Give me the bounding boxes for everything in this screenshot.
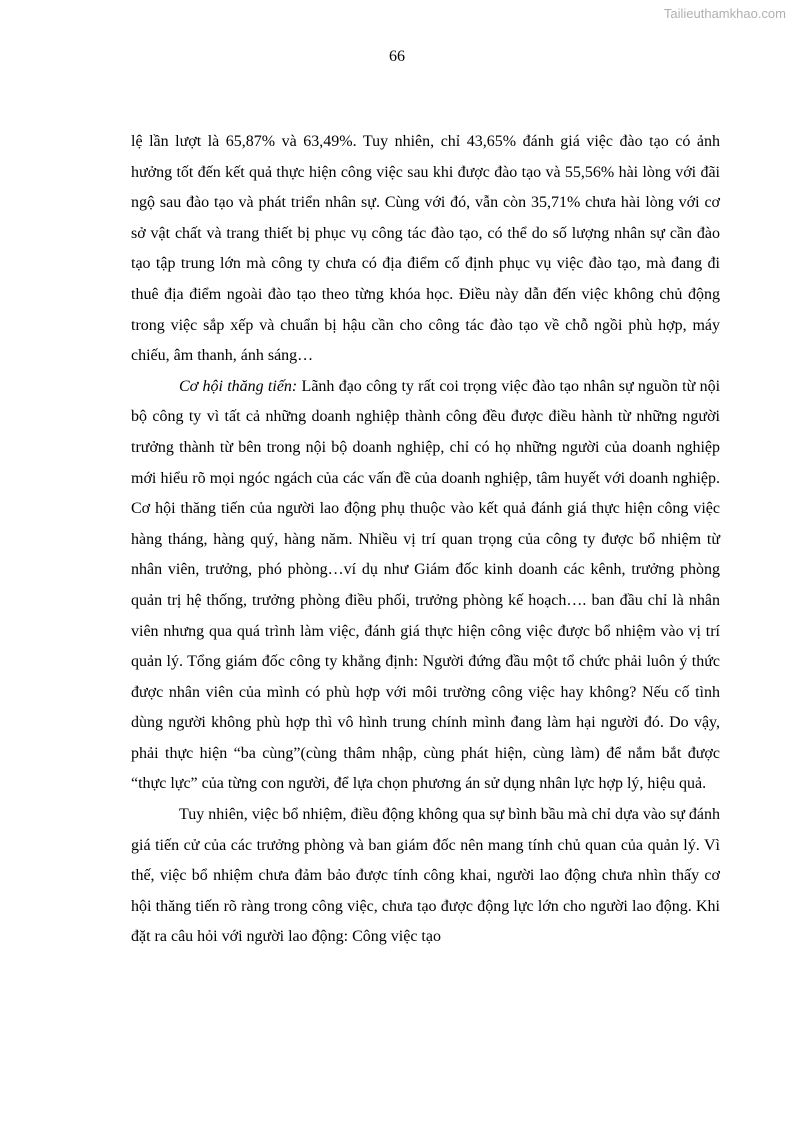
paragraph-2-text: Lãnh đạo công ty rất coi trọng việc đào tạo nhân sự nguồn từ nội bộ công ty vì tất cả những doanh nghiệp thành công đều được điều hành từ những người trưởng thành từ bên trong nội bộ doanh nghiệp, chỉ có họ những người của doanh nghiệp mới hiểu rõ mọi ngóc ngách của các vấn đề của doanh nghiệp, tâm huyết với doanh nghiệp. Cơ hội thăng tiến của người lao động phụ thuộc vào kết quả đánh giá thực hiện công việc hàng tháng, hàng quý, hàng năm. Nhiều vị trí quan trọng của công ty được bổ nhiệm từ nhân viên, trưởng, phó phòng…ví dụ như Giám đốc kinh doanh các kênh, trưởng phòng quản trị hệ thống, trưởng phòng điều phối, trưởng phòng kế hoạch…. ban đầu chỉ là nhân viên nhưng qua quá trình làm việc, đánh giá thực hiện công việc được bổ nhiệm vào vị trí quản lý. Tổng giám đốc công ty khẳng định: Người đứng đầu một tổ chức phải luôn ý thức được nhân viên của mình có phù hợp với môi trường công việc hay không? Nếu cố tình dùng người không phù hợp thì vô hình trung chính mình đang làm hại người đó. Do vậy, phải thực hiện “ba cùng”(cùng thâm nhập, cùng phát hiện, cùng làm) để nắm bắt được “thực lực” của từng con người, để lựa chọn phương án sử dụng nhân lực hợp lý, hiệu quả. xyxy=(131,377,721,793)
paragraph-2-lead: Cơ hội thăng tiến: xyxy=(179,377,298,395)
paragraph-1-text: lệ lần lượt là 65,87% và 63,49%. Tuy nhiên, chỉ 43,65% đánh giá việc đào tạo có ảnh hưởng tốt đến kết quả thực hiện công việc sau khi được đào tạo và 55,56% hài lòng với đãi ngộ sau đào tạo và phát triển nhân sự. Cùng với đó, vẫn còn 35,71% chưa hài lòng với cơ sở vật chất và trang thiết bị phục vụ công tác đào tạo, có thể do số lượng nhân sự cần đào tạo tập trung lớn mà công ty chưa có địa điểm cố định phục vụ việc đào tạo, mà đang đi thuê địa điểm ngoài đào tạo theo từng khóa học. Điều này dẫn đến việc không chủ động trong việc sắp xếp và chuẩn bị hậu cần cho công tác đào tạo về chỗ ngồi phù hợp, máy chiếu, âm thanh, ánh sáng… xyxy=(131,133,720,365)
paragraph-1 xyxy=(131,127,720,372)
watermark: Tailieuthamkhao.com xyxy=(663,6,786,21)
paragraph-3-text: Tuy nhiên, việc bổ nhiệm, điều động không qua sự bình bầu mà chỉ dựa vào sự đánh giá tiến cử của các trưởng phòng và ban giám đốc nên mang tính chủ quan của quản lý. Vì thế, việc bổ nhiệm chưa đảm bảo được tính công khai, người lao động chưa nhìn thấy cơ hội thăng tiến rõ ràng trong công việc, chưa tạo được động lực lớn cho người lao động. Khi đặt ra câu hỏi với người lao động: Công việc tạo xyxy=(131,806,720,946)
page-number: 66 xyxy=(389,48,405,65)
paragraph-2 xyxy=(131,372,720,800)
document-body xyxy=(131,127,720,953)
paragraph-3 xyxy=(131,800,720,953)
